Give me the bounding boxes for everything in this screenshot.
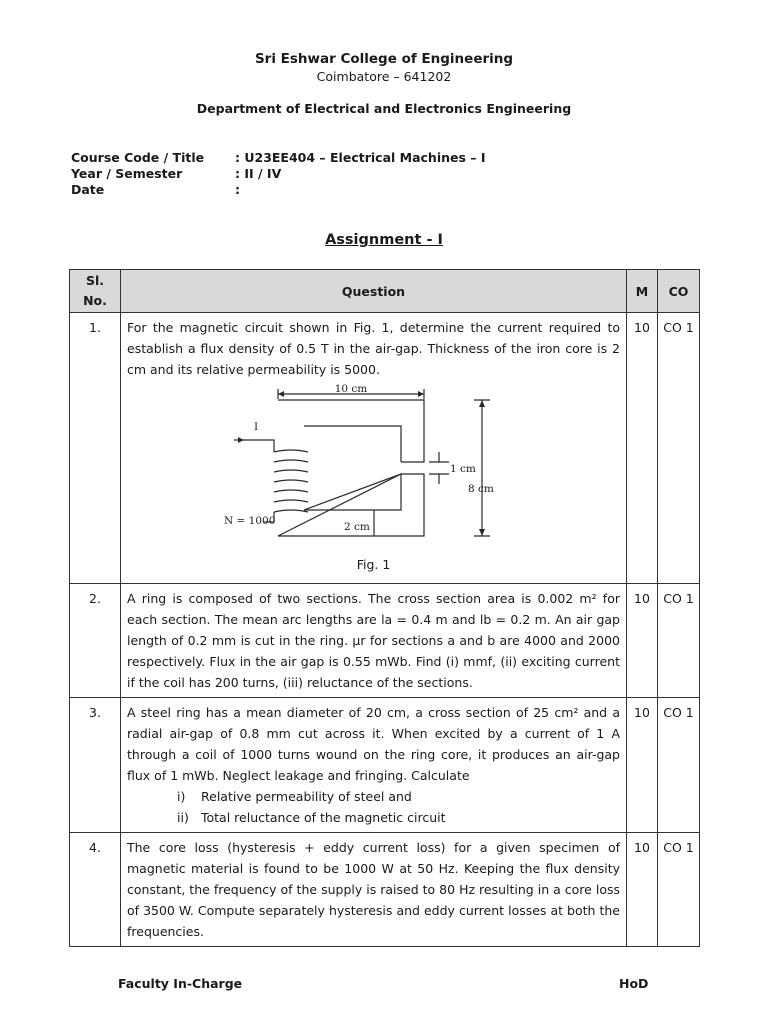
question-co: CO 1: [658, 698, 700, 833]
info-value: : U23EE404 – Electrical Machines – I: [235, 150, 486, 165]
college-name: Sri Eshwar College of Engineering: [254, 51, 514, 67]
table-header-row: [70, 270, 700, 313]
question-cell: [121, 698, 627, 833]
department-name: Department of Electrical and Electronics Engineering: [196, 101, 572, 116]
hod-signature-label: HoD: [619, 976, 649, 991]
info-row-course: [71, 150, 495, 166]
question-marks: 10: [627, 698, 658, 833]
table-row: [70, 698, 700, 833]
info-label: Course Code / Title: [71, 150, 205, 165]
info-value: :: [235, 182, 240, 197]
question-text: For the magnetic circuit shown in Fig. 1, determine the current required to establish a flux density of 0.5 T in the air-gap. Thickness of the iron core is 2 cm and its relative permeability is 5000.: [127, 320, 620, 377]
question-cell: [121, 313, 627, 584]
sub-item-text: Total reluctance of the magnetic circuit: [201, 810, 446, 825]
header-co: CO: [658, 270, 700, 313]
question-co: CO 1: [658, 833, 700, 947]
question-marks: 10: [627, 584, 658, 698]
sub-item-text: Relative permeability of steel and: [201, 789, 412, 804]
question-text: A steel ring has a mean diameter of 20 cm, a cross section of 25 cm² and a radial air-gap of 0.8 mm cut across it. When excited by a current of 1 A through a coil of 1000 turns wound on the ring core, it produces an air-gap flux of 1 mWb. Neglect leakage and fringing. Calculate: [127, 705, 620, 783]
figure-label-gap: 1 cm: [449, 463, 476, 475]
assignment-title: Assignment - I: [325, 232, 443, 248]
question-text: A ring is composed of two sections. The cross section area is 0.002 m² for each section. The mean arc lengths are la = 0.4 m and lb = 0.2 m. An air gap length of 0.2 mm is cut in the ring. μr for sections a and b are 4000 and 2000 respectively. Flux in the air gap is 0.55 mWb. Find (i) mmf, (ii) exciting current if the coil has 200 turns, (iii) reluctance of the sections.: [121, 584, 627, 698]
info-row-date: [71, 182, 495, 198]
figure-label-height: 8 cm: [467, 483, 494, 495]
sub-item: [127, 807, 620, 828]
info-row-year: [71, 166, 495, 182]
info-label: Date: [71, 182, 105, 197]
figure-caption: Fig. 1: [356, 557, 391, 572]
faculty-signature-label: Faculty In-Charge: [118, 976, 243, 991]
question-number: 1.: [70, 313, 121, 584]
figure-label-width: 10 cm: [334, 383, 367, 395]
table-row: [70, 313, 700, 584]
question-marks: 10: [627, 833, 658, 947]
question-marks: 10: [627, 313, 658, 584]
sub-item-number: i): [177, 789, 186, 804]
figure-label-thickness: 2 cm: [343, 521, 370, 533]
header-question: Question: [121, 270, 627, 313]
question-number: 4.: [70, 833, 121, 947]
course-info: [71, 150, 495, 198]
header-marks: M: [627, 270, 658, 313]
question-number: 2.: [70, 584, 121, 698]
college-city: Coimbatore – 641202: [316, 69, 452, 84]
magnetic-circuit-figure: [224, 382, 524, 552]
question-number: 3.: [70, 698, 121, 833]
question-co: CO 1: [658, 584, 700, 698]
figure-label-turns: N = 1000: [223, 515, 275, 527]
info-label: Year / Semester: [71, 166, 183, 181]
figure-label-current: I: [253, 421, 258, 433]
info-value: : II / IV: [235, 166, 282, 181]
question-text: The core loss (hysteresis + eddy current loss) for a given specimen of magnetic material is found to be 1000 W at 50 Hz. Keeping the flux density constant, the frequency of the supply is raised to 80 Hz resulting in a core loss of 3500 W. Compute separately hysteresis and eddy current losses at both the frequencies.: [121, 833, 627, 947]
question-co: CO 1: [658, 313, 700, 584]
sub-item: [127, 786, 620, 807]
table-row: [70, 584, 700, 698]
header-sl-no: Sl. No.: [70, 270, 121, 313]
question-table: [69, 269, 700, 947]
sub-item-number: ii): [177, 810, 189, 825]
table-row: [70, 833, 700, 947]
